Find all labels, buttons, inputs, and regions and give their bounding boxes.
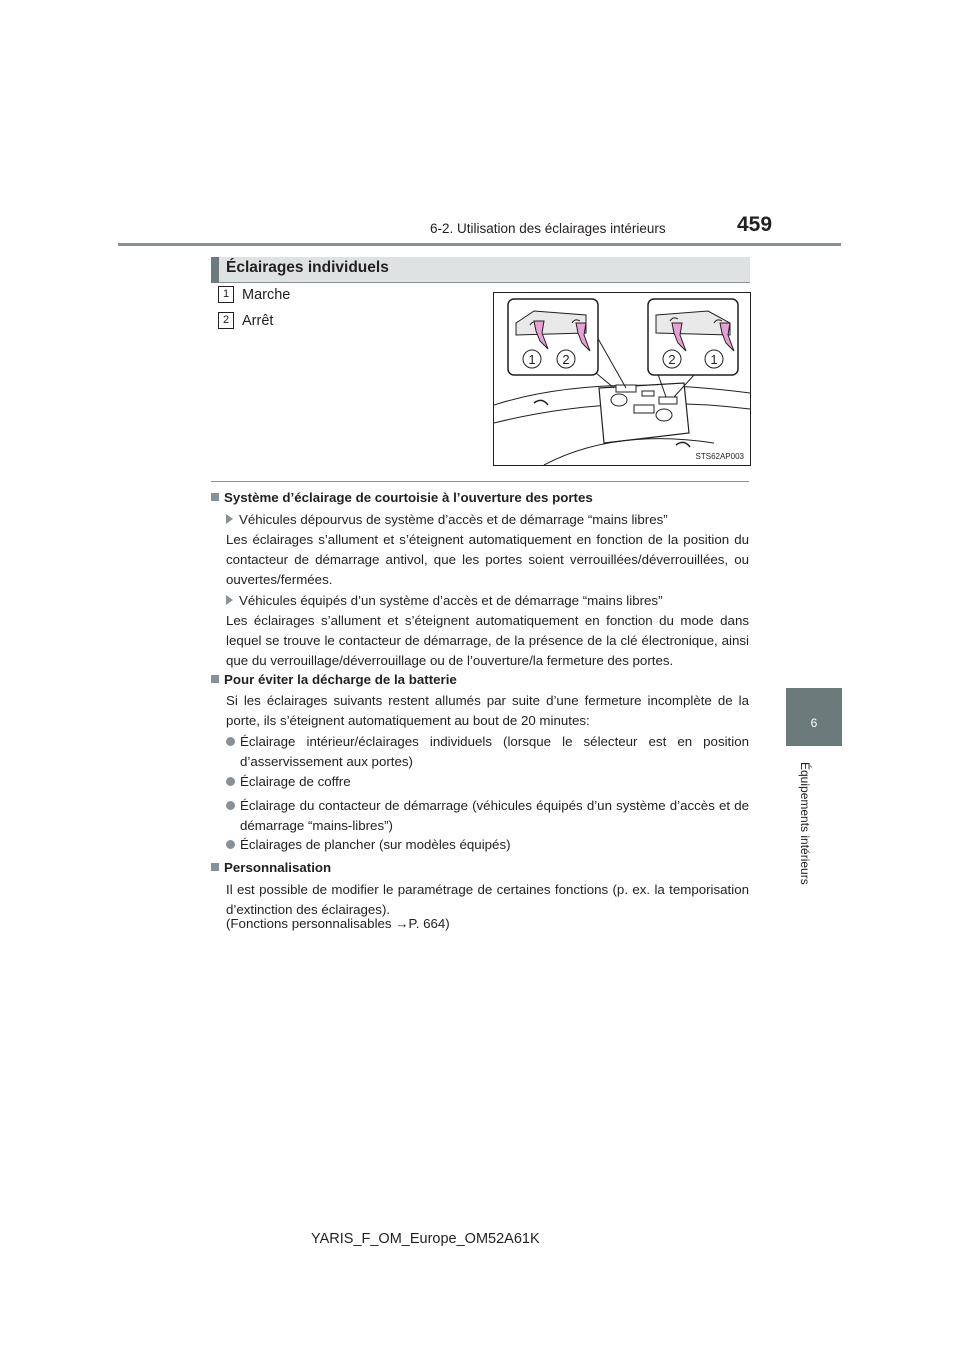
item-number-badge: 1 <box>218 286 234 303</box>
battery-heading <box>211 672 457 687</box>
illustration-drawing <box>494 293 750 465</box>
item-label-off: Arrêt <box>242 313 274 329</box>
header-rule <box>118 243 841 246</box>
courtesy-case1-title <box>226 510 749 530</box>
item-number-badge: 2 <box>218 312 234 329</box>
figure-code: STS62AP003 <box>695 452 744 461</box>
chapter-label: Équipements intérieurs <box>798 762 812 885</box>
round-bullet-icon <box>226 840 235 849</box>
battery-bullet: Éclairage de coffre <box>240 774 351 789</box>
battery-bullet: Éclairages de plancher (sur modèles équipés) <box>240 837 511 852</box>
courtesy-case2-text: Les éclairages s’allument et s’éteignent automatiquement en fonction du mode dans lequel se trouve le contacteur de démarrage, de la présence de la clé électronique, ainsi que du verrouillage/déverrouillage ou de l’ouverture/la fermeture des portes. <box>226 613 749 668</box>
square-bullet-icon <box>211 863 219 871</box>
triangle-bullet-icon <box>226 595 233 605</box>
battery-text: Si les éclairages suivants restent allumés par suite d’une fermeture incomplète de la porte, ils s’éteignent automatiquement au bout de 20 minutes: <box>226 693 749 728</box>
custom-ref: (Fonctions personnalisables →P. 664) <box>226 916 450 931</box>
round-bullet-icon <box>226 777 235 786</box>
square-bullet-icon <box>211 493 219 501</box>
square-bullet-icon <box>211 675 219 683</box>
running-header: 6-2. Utilisation des éclairages intérieurs <box>430 221 666 236</box>
courtesy-case1-title-text: Véhicules dépourvus de système d’accès et de démarrage “mains libres” <box>239 512 668 527</box>
courtesy-heading-text: Système d’éclairage de courtoisie à l’ouverture des portes <box>224 490 593 505</box>
round-bullet-icon <box>226 801 235 810</box>
chapter-number: 6 <box>810 716 818 730</box>
callout-number: 1 <box>528 352 536 367</box>
battery-bullet: Éclairage intérieur/éclairages individuels (lorsque le sélecteur est en position d’asservissement aux portes) <box>240 734 749 769</box>
courtesy-case2-title <box>226 591 749 611</box>
footer-code: YARIS_F_OM_Europe_OM52A61K <box>311 1231 540 1247</box>
courtesy-case2-title-text: Véhicules équipés d’un système d’accès et de démarrage “mains libres” <box>239 593 663 608</box>
custom-heading-text: Personnalisation <box>224 860 332 875</box>
illustration-personal-lights <box>493 292 751 466</box>
custom-text: Il est possible de modifier le paramétrage de certaines fonctions (p. ex. la temporisation d’extinction des éclairages). <box>226 882 749 917</box>
callout-number: 2 <box>668 352 676 367</box>
courtesy-case1-text: Les éclairages s’allument et s’éteignent automatiquement en fonction de la position du contacteur de démarrage antivol, que les portes soient verrouillées/déverrouillées, ou ouvertes/fermées. <box>226 532 749 587</box>
battery-bullet: Éclairage du contacteur de démarrage (véhicules équipés d’un système d’accès et de démarrage “mains-libres”) <box>240 798 749 833</box>
callout-number: 1 <box>710 352 718 367</box>
battery-heading-text: Pour éviter la décharge de la batterie <box>224 672 457 687</box>
callout-number: 2 <box>562 352 570 367</box>
round-bullet-icon <box>226 737 235 746</box>
courtesy-heading <box>211 490 593 505</box>
section-title: Éclairages individuels <box>226 259 389 276</box>
section-bar-marker <box>211 257 219 283</box>
triangle-bullet-icon <box>226 514 233 524</box>
page-number: 459 <box>737 213 773 236</box>
figure-rule <box>211 481 749 482</box>
item-label-on: Marche <box>242 287 291 303</box>
custom-heading <box>211 860 331 875</box>
